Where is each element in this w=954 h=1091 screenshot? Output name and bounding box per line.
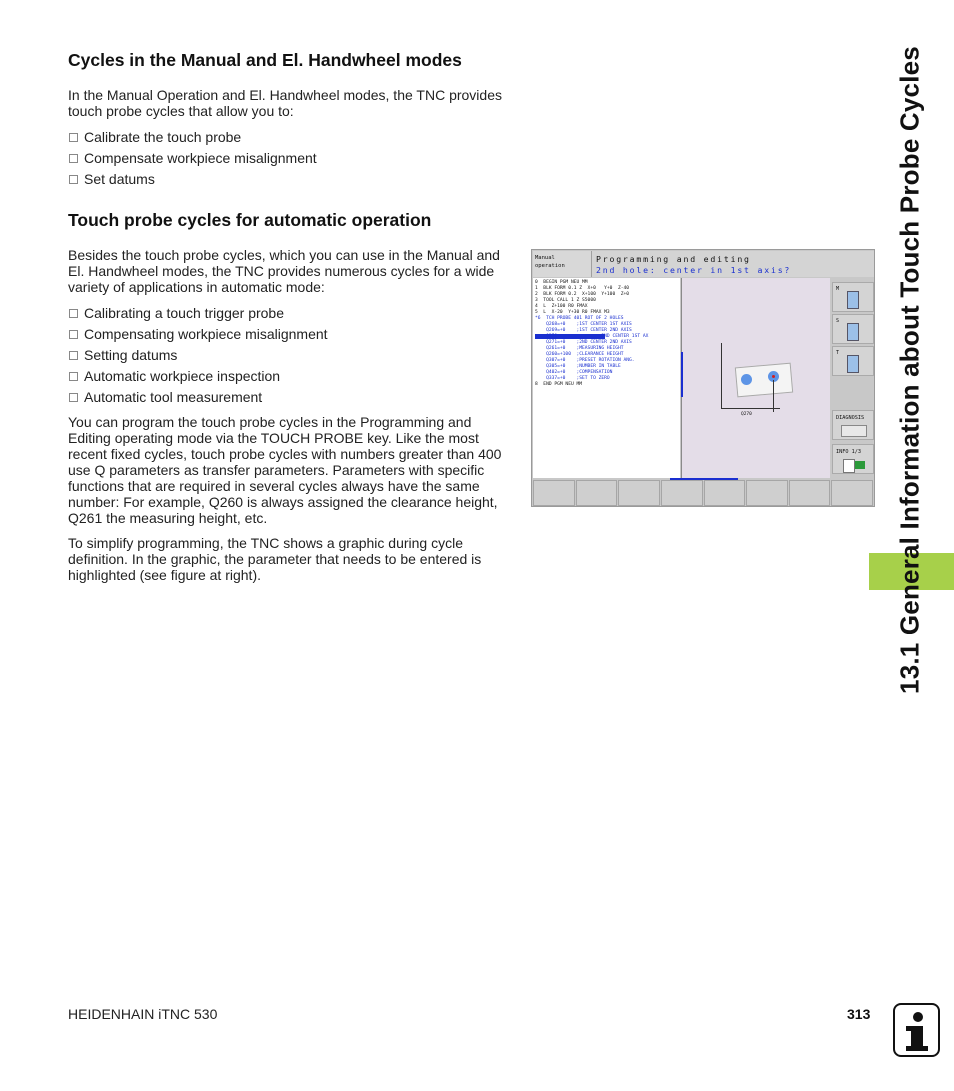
page-number: 313	[847, 1006, 871, 1022]
q-parameters-paragraph: You can program the touch probe cycles in the Programming and Editing operating mode via the TOUCH PROBE key. Like the most recent fixed cycles, touch probe cycles with numbers greater than 400 use Q parameters as transfer parameters. Parameters with specific functions that are required in several cycles always have the same number: For example, Q260 is always assigned the clearance height, Q261 the measuring height, etc.	[68, 414, 502, 526]
bullet-square-icon	[69, 372, 78, 381]
softkey-t-label: T	[836, 350, 840, 356]
tool-icon	[847, 355, 859, 373]
bullet-item	[68, 129, 317, 150]
program-line[interactable]: Q268=+0 ;1ST CENTER 1ST AXIS	[535, 322, 632, 327]
dimension-line	[773, 380, 774, 412]
softkey-8[interactable]	[831, 480, 873, 506]
softkey-s-label: S	[836, 318, 840, 324]
program-line[interactable]: 1 BLK FORM 0.1 Z X+0 Y+0 Z-40	[535, 286, 630, 291]
bullet-item	[68, 150, 317, 171]
program-line[interactable]: 5 L X-20 Y+30 R0 FMAX M3	[535, 310, 610, 315]
mode-label-line2: operation	[535, 263, 565, 269]
bullet-item	[68, 326, 328, 347]
program-listing	[533, 278, 680, 478]
mode-label	[533, 251, 592, 277]
selection-bar	[681, 352, 683, 397]
first-hole	[741, 374, 752, 385]
softkey-2[interactable]	[576, 480, 618, 506]
bullet-square-icon	[69, 175, 78, 184]
mode-label-line1: Manual	[535, 255, 555, 261]
x-axis-line	[721, 408, 780, 409]
bullet-item	[68, 171, 317, 192]
program-line[interactable]: Q337=+0 ;SET TO ZERO	[535, 376, 610, 381]
spindle-icon	[847, 291, 859, 309]
softkey-diagnosis-label: DIAGNOSIS	[836, 415, 865, 421]
program-line[interactable]: 3 TOOL CALL 1 Z S5000	[535, 298, 596, 303]
program-line[interactable]: 8 END PGM NEU MM	[535, 382, 583, 387]
info-icon-base	[906, 1046, 928, 1051]
dimension-label: Q270	[741, 412, 752, 417]
softkey-6[interactable]	[746, 480, 788, 506]
bullet-item	[68, 347, 328, 368]
softkey-diagnosis[interactable]	[832, 410, 874, 440]
softkey-7[interactable]	[789, 480, 831, 506]
softkey-info[interactable]	[832, 444, 874, 474]
bullet-list-manual	[68, 129, 317, 192]
graphic-paragraph: To simplify programming, the TNC shows a graphic during cycle definition. In the graphic, the parameter that needs to be entered is highlighted (see figure at right).	[68, 535, 482, 583]
bullet-square-icon	[69, 154, 78, 163]
intro-paragraph-manual: In the Manual Operation and El. Handwheel modes, the TNC provides touch probe cycles that allow you to:	[68, 87, 502, 119]
bullet-square-icon	[69, 351, 78, 360]
program-line[interactable]: Q271=+0 ;2ND CENTER 2ND AXIS	[535, 340, 632, 345]
info-badge-icon	[855, 461, 865, 469]
program-line[interactable]: Q307=+0 ;PRESET ROTATION ANG.	[535, 358, 635, 363]
bullet-square-icon	[69, 309, 78, 318]
program-line[interactable]: Q269=+0 ;1ST CENTER 2ND AXIS	[535, 328, 632, 333]
screen-prompt: 2nd hole: center in 1st axis?	[596, 265, 792, 275]
softkey-5[interactable]	[704, 480, 746, 506]
info-icon	[893, 1003, 940, 1057]
screen-title-box	[592, 251, 874, 277]
softkey-s[interactable]	[832, 314, 874, 344]
bullet-square-icon	[69, 330, 78, 339]
program-line[interactable]: Q261=+0 ;MEASURING HEIGHT	[535, 346, 624, 351]
bullet-item	[68, 389, 328, 410]
bullet-text: Calibrating a touch trigger probe	[84, 305, 285, 321]
vertical-softkeys	[832, 278, 874, 478]
softkey-info-label: INFO 1/3	[836, 449, 861, 455]
bullet-text: Automatic tool measurement	[84, 389, 263, 405]
program-line[interactable]: *6 TCH PROBE 401 ROT OF 2 HOLES	[535, 316, 624, 321]
bullet-text: Setting datums	[84, 347, 178, 363]
bullet-text: Calibrate the touch probe	[84, 129, 242, 145]
bullet-text: Set datums	[84, 171, 155, 187]
info-icon-dot	[913, 1012, 923, 1022]
diagnosis-icon	[841, 425, 867, 437]
program-line[interactable]: 4 L Z+100 R0 FMAX	[535, 304, 588, 309]
bullet-square-icon	[69, 133, 78, 142]
softkey-1[interactable]	[533, 480, 575, 506]
softkey-4[interactable]	[661, 480, 703, 506]
bullet-list-automatic	[68, 305, 328, 410]
document-icon	[843, 459, 855, 473]
second-hole-center	[772, 375, 775, 378]
horizontal-softkeys	[533, 480, 874, 506]
bullet-text: Automatic workpiece inspection	[84, 368, 281, 384]
cycle-graphic	[681, 278, 830, 478]
intro-paragraph-automatic: Besides the touch probe cycles, which you can use in the Manual and El. Handwheel modes, the TNC provides numerous cycles for a wide variety of applications in automatic mode:	[68, 247, 500, 295]
y-axis-line	[721, 343, 722, 409]
program-line[interactable]: Q260=+100 ;CLEARANCE HEIGHT	[535, 352, 624, 357]
softkey-t[interactable]	[832, 346, 874, 376]
bullet-text: Compensate workpiece misalignment	[84, 150, 317, 166]
softkey-m-label: M	[836, 286, 840, 292]
section-heading-automatic-cycles: Touch probe cycles for automatic operation	[68, 210, 432, 230]
program-line[interactable]: Q402=+0 ;COMPENSATION	[535, 370, 613, 375]
info-icon-stem	[911, 1026, 923, 1048]
program-line[interactable]: Q305=+0 ;NUMBER IN TABLE	[535, 364, 621, 369]
footer-product: HEIDENHAIN iTNC 530	[68, 1006, 218, 1022]
program-line[interactable]: 0 BEGIN PGM NEU MM	[535, 280, 588, 285]
bullet-item	[68, 305, 328, 326]
program-line[interactable]: 2 BLK FORM 0.2 X+100 Y+100 Z+0	[535, 292, 630, 297]
softkey-3[interactable]	[618, 480, 660, 506]
bullet-square-icon	[69, 393, 78, 402]
tnc-screen-figure	[531, 249, 875, 507]
chapter-side-title-text: 13.1 General Information about Touch Probe Cycles	[894, 46, 925, 694]
softkey-m[interactable]	[832, 282, 874, 312]
section-heading-manual-cycles: Cycles in the Manual and El. Handwheel modes	[68, 50, 462, 70]
probe-icon	[847, 323, 859, 341]
bullet-text: Compensating workpiece misalignment	[84, 326, 328, 342]
screen-title: Programming and editing	[596, 254, 751, 264]
program-line[interactable]: Q270= ;2ND CENTER 1ST AX	[535, 334, 649, 339]
bullet-item	[68, 368, 328, 389]
